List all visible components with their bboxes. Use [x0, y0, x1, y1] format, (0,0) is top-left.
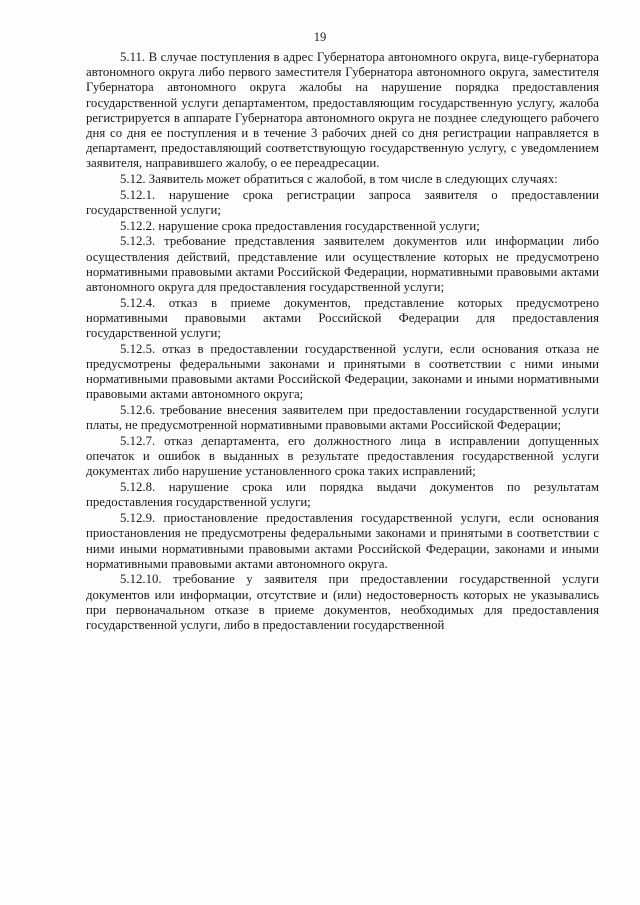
paragraph-5-12-9: 5.12.9. приостановление предоставления государственной услуги, если основания приостановления не предусмотрены федеральными законами и принятыми в соответствии с ними иными нормативными правовыми актами Российской Федерации, законами и иными нормативными правовыми актами автономного округа.: [86, 511, 599, 571]
paragraph-5-12-3: 5.12.3. требование представления заявителем документов или информации либо осуществления действий, представление или осуществление которых не предусмотрено нормативными правовыми актами Российской Федерации, нормативными правовыми актами автономного округа для предоставления государственной услуги;: [86, 234, 599, 295]
paragraph-5-12-10: 5.12.10. требование у заявителя при предоставлении государственной услуги документов или информации, отсутствие и (или) недостоверность которых не указывались при первоначальном отказе в приеме документов, необходимых для предоставления государственной услуги, либо в предоставлении государственной: [86, 572, 599, 633]
paragraph-5-12-6: 5.12.6. требование внесения заявителем при предоставлении государственной услуги платы, не предусмотренной нормативными правовыми актами Российской Федерации;: [86, 403, 599, 433]
paragraph-5-12-5: 5.12.5. отказ в предоставлении государственной услуги, если основания отказа не предусмотрены федеральными законами и принятыми в соответствии с ними иными нормативными правовыми актами Российской Федерации, законами и иными нормативными правовыми актами автономного округа;: [86, 341, 599, 402]
paragraph-5-12-2: 5.12.2. нарушение срока предоставления государственной услуги;: [120, 218, 480, 233]
paragraph-5-11: 5.11. В случае поступления в адрес Губернатора автономного округа, вице-губернатора автономного округа либо первого заместителя Губернатора автономного округа, заместителя Губернатора автономного округа жалобы на нарушение порядка предоставления государственной услуги департаментом, предоставляющим государственную услугу, жалоба регистрируется в аппарате Губернатора автономного округа не позднее следующего рабочего дня со дня ее поступления и в течение 3 рабочих дней со дня регистрации направляется в департамент, предоставляющий соответствующую государственную услугу, с уведомлением заявителя, направившего жалобу, о ее переадресации.: [86, 50, 599, 171]
paragraph-5-12-7: 5.12.7. отказ департамента, его должностного лица в исправлении допущенных опечаток и ошибок в выданных в результате предоставления государственной услуги документах либо нарушение установленного срока таких исправлений;: [86, 434, 599, 479]
document-body: [86, 50, 599, 633]
paragraph-5-12-4: 5.12.4. отказ в приеме документов, представление которых предусмотрено нормативными правовыми актами Российской Федерации для предоставления государственной услуги;: [86, 295, 599, 341]
paragraph-5-12-1: 5.12.1. нарушение срока регистрации запроса заявителя о предоставлении государственной услуги;: [86, 187, 599, 218]
page-number: 19: [313, 30, 327, 44]
paragraph-5-12-8: 5.12.8. нарушение срока или порядка выдачи документов по результатам предоставления государственной услуги;: [86, 480, 599, 510]
paragraph-5-12: 5.12. Заявитель может обратиться с жалобой, в том числе в следующих случаях:: [120, 172, 558, 187]
